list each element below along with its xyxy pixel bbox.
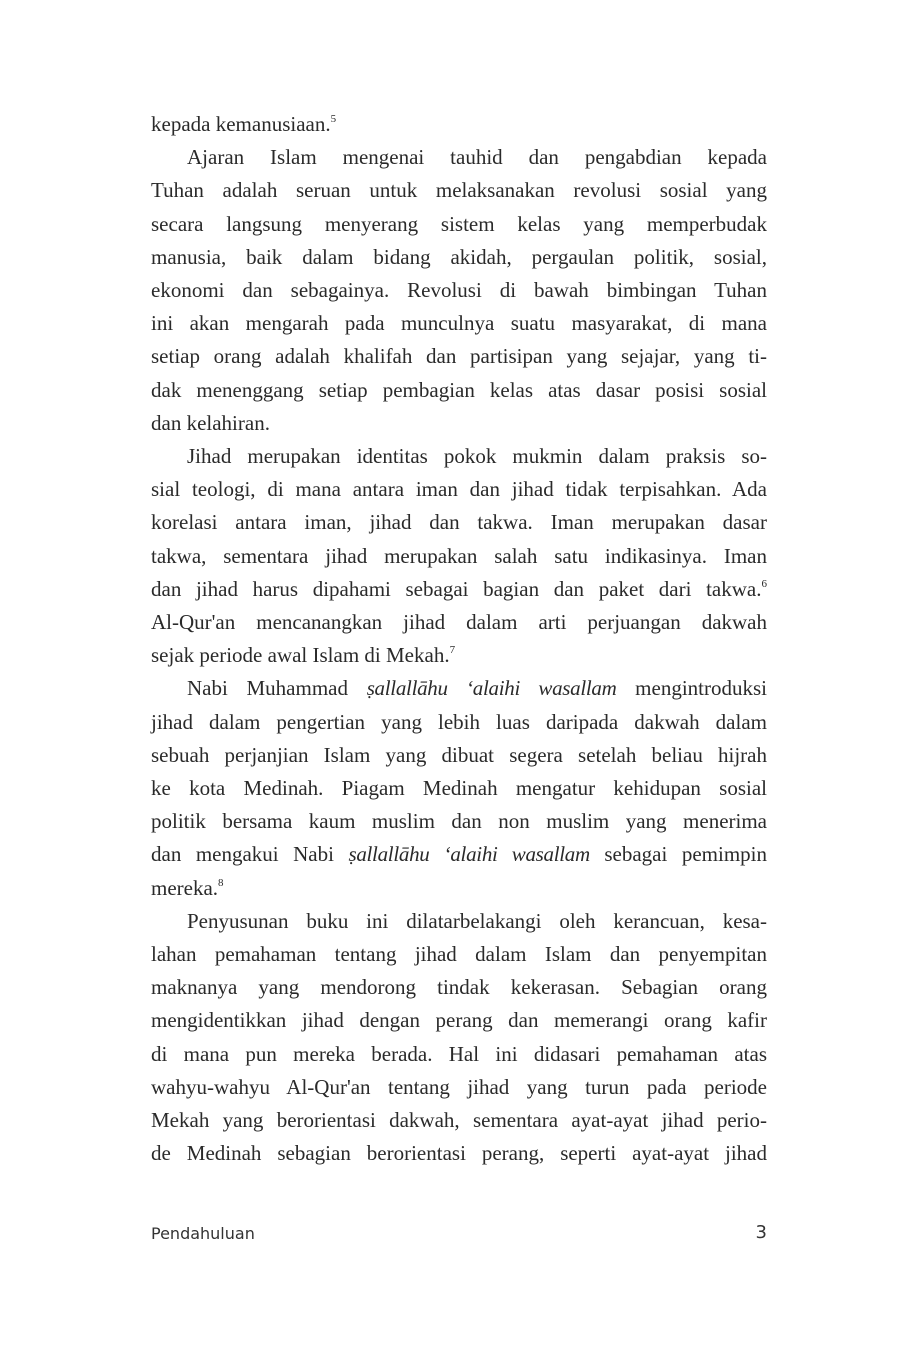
- text-segment: jihad dalam pengertian yang lebih luas daripada dakwah dalam: [151, 709, 767, 734]
- text-segment: Ajaran Islam mengenai tauhid dan pengabdian kepada: [187, 145, 767, 170]
- text-line: [151, 274, 767, 307]
- text-line: [151, 872, 767, 905]
- paragraph: [151, 440, 767, 672]
- text-segment: mengintroduksi: [616, 676, 767, 701]
- text-line: [151, 208, 767, 241]
- text-line: [151, 141, 767, 174]
- text-segment: ekonomi dan sebagainya. Revolusi di bawah bimbingan Tuhan: [151, 278, 767, 303]
- text-line: [151, 971, 767, 1004]
- text-line: [151, 540, 767, 573]
- text-segment: maknanya yang mendorong tindak kekerasan. Sebagian orang: [151, 975, 767, 1000]
- text-segment: setiap orang adalah khalifah dan partisipan yang sejajar, yang ti-: [151, 344, 767, 369]
- text-line: [151, 473, 767, 506]
- text-segment: Mekah yang berorientasi dakwah, sementara ayat-ayat jihad perio-: [151, 1108, 767, 1133]
- text-segment: Al-Qur'an mencanangkan jihad dalam arti perjuangan dakwah: [151, 610, 767, 635]
- footnote-ref: 6: [761, 577, 767, 590]
- text-segment: mereka.: [151, 875, 219, 900]
- body-text: [151, 108, 767, 1171]
- text-line: [151, 905, 767, 938]
- text-line: [151, 672, 767, 705]
- text-line: [151, 606, 767, 639]
- page-number: 3: [755, 1222, 767, 1243]
- paragraph: [151, 905, 767, 1171]
- text-segment: ini akan mengarah pada munculnya suatu masyarakat, di mana: [151, 311, 767, 336]
- text-segment: korelasi antara iman, jihad dan takwa. Iman merupakan dasar: [151, 510, 767, 535]
- running-footer-chapter-title: Pendahuluan: [151, 1224, 255, 1243]
- text-segment: di mana pun mereka berada. Hal ini didasari pemahaman atas: [151, 1041, 767, 1066]
- text-segment: wahyu-wahyu Al-Qur'an tentang jihad yang turun pada periode: [151, 1074, 767, 1099]
- text-segment: dan kelahiran.: [151, 410, 270, 435]
- text-line: [151, 506, 767, 539]
- text-line: [151, 1038, 767, 1071]
- text-segment: secara langsung menyerang sistem kelas yang memperbudak: [151, 211, 767, 236]
- text-line: [151, 307, 767, 340]
- text-segment: Tuhan adalah seruan untuk melaksanakan revolusi sosial yang: [151, 178, 767, 203]
- text-line: [151, 639, 767, 672]
- text-segment: kepada kemanusiaan.: [151, 112, 331, 136]
- text-segment: dan mengakui Nabi: [151, 842, 349, 867]
- footnote-ref: 7: [449, 644, 456, 657]
- text-line: [151, 108, 767, 141]
- text-segment: Penyusunan buku ini dilatarbelakangi oleh kerancuan, kesa-: [187, 908, 767, 933]
- text-line: [151, 772, 767, 805]
- text-line: [151, 174, 767, 207]
- footnote-ref: 8: [218, 876, 224, 889]
- text-line: [151, 1071, 767, 1104]
- text-segment: de Medinah sebagian berorientasi perang, seperti ayat-ayat jihad: [151, 1141, 767, 1166]
- text-segment: sejak periode awal Islam di Mekah.: [151, 643, 450, 668]
- text-segment: mengidentikkan jihad dengan perang dan memerangi orang kafir: [151, 1008, 767, 1033]
- italic-honorific: ṣallallāhu ‘alaihi wasallam: [366, 676, 617, 701]
- text-line: [151, 340, 767, 373]
- paragraph: [151, 672, 767, 904]
- text-line: [151, 938, 767, 971]
- text-segment: dak menenggang setiap pembagian kelas atas dasar posisi sosial: [151, 377, 767, 402]
- text-line: [151, 573, 767, 606]
- text-line: [151, 805, 767, 838]
- paragraph: [151, 108, 767, 141]
- paragraph: [151, 141, 767, 440]
- text-segment: sebagai pemimpin: [589, 842, 767, 867]
- text-line: [151, 706, 767, 739]
- text-line: [151, 1137, 767, 1170]
- italic-honorific: ṣallallāhu ‘alaihi wasallam: [348, 842, 590, 867]
- text-line: [151, 739, 767, 772]
- text-line: [151, 1004, 767, 1037]
- text-segment: Nabi Muhammad: [187, 676, 367, 701]
- footnote-ref: 5: [330, 113, 337, 125]
- text-segment: dan jihad harus dipahami sebagai bagian dan paket dari takwa.: [151, 576, 762, 601]
- text-segment: lahan pemahaman tentang jihad dalam Islam dan penyempitan: [151, 942, 767, 967]
- text-segment: ke kota Medinah. Piagam Medinah mengatur kehidupan sosial: [151, 776, 767, 801]
- text-segment: manusia, baik dalam bidang akidah, pergaulan politik, sosial,: [151, 244, 767, 269]
- text-line: [151, 407, 767, 440]
- text-line: [151, 374, 767, 407]
- text-segment: takwa, sementara jihad merupakan salah satu indikasinya. Iman: [151, 543, 767, 568]
- text-segment: sial teologi, di mana antara iman dan jihad tidak terpisahkan. Ada: [151, 477, 767, 502]
- text-segment: sebuah perjanjian Islam yang dibuat segera setelah beliau hijrah: [151, 742, 767, 767]
- text-line: [151, 838, 767, 871]
- text-line: [151, 241, 767, 274]
- text-segment: politik bersama kaum muslim dan non muslim yang menerima: [151, 809, 767, 834]
- text-line: [151, 440, 767, 473]
- text-line: [151, 1104, 767, 1137]
- text-segment: Jihad merupakan identitas pokok mukmin dalam praksis so-: [187, 444, 767, 469]
